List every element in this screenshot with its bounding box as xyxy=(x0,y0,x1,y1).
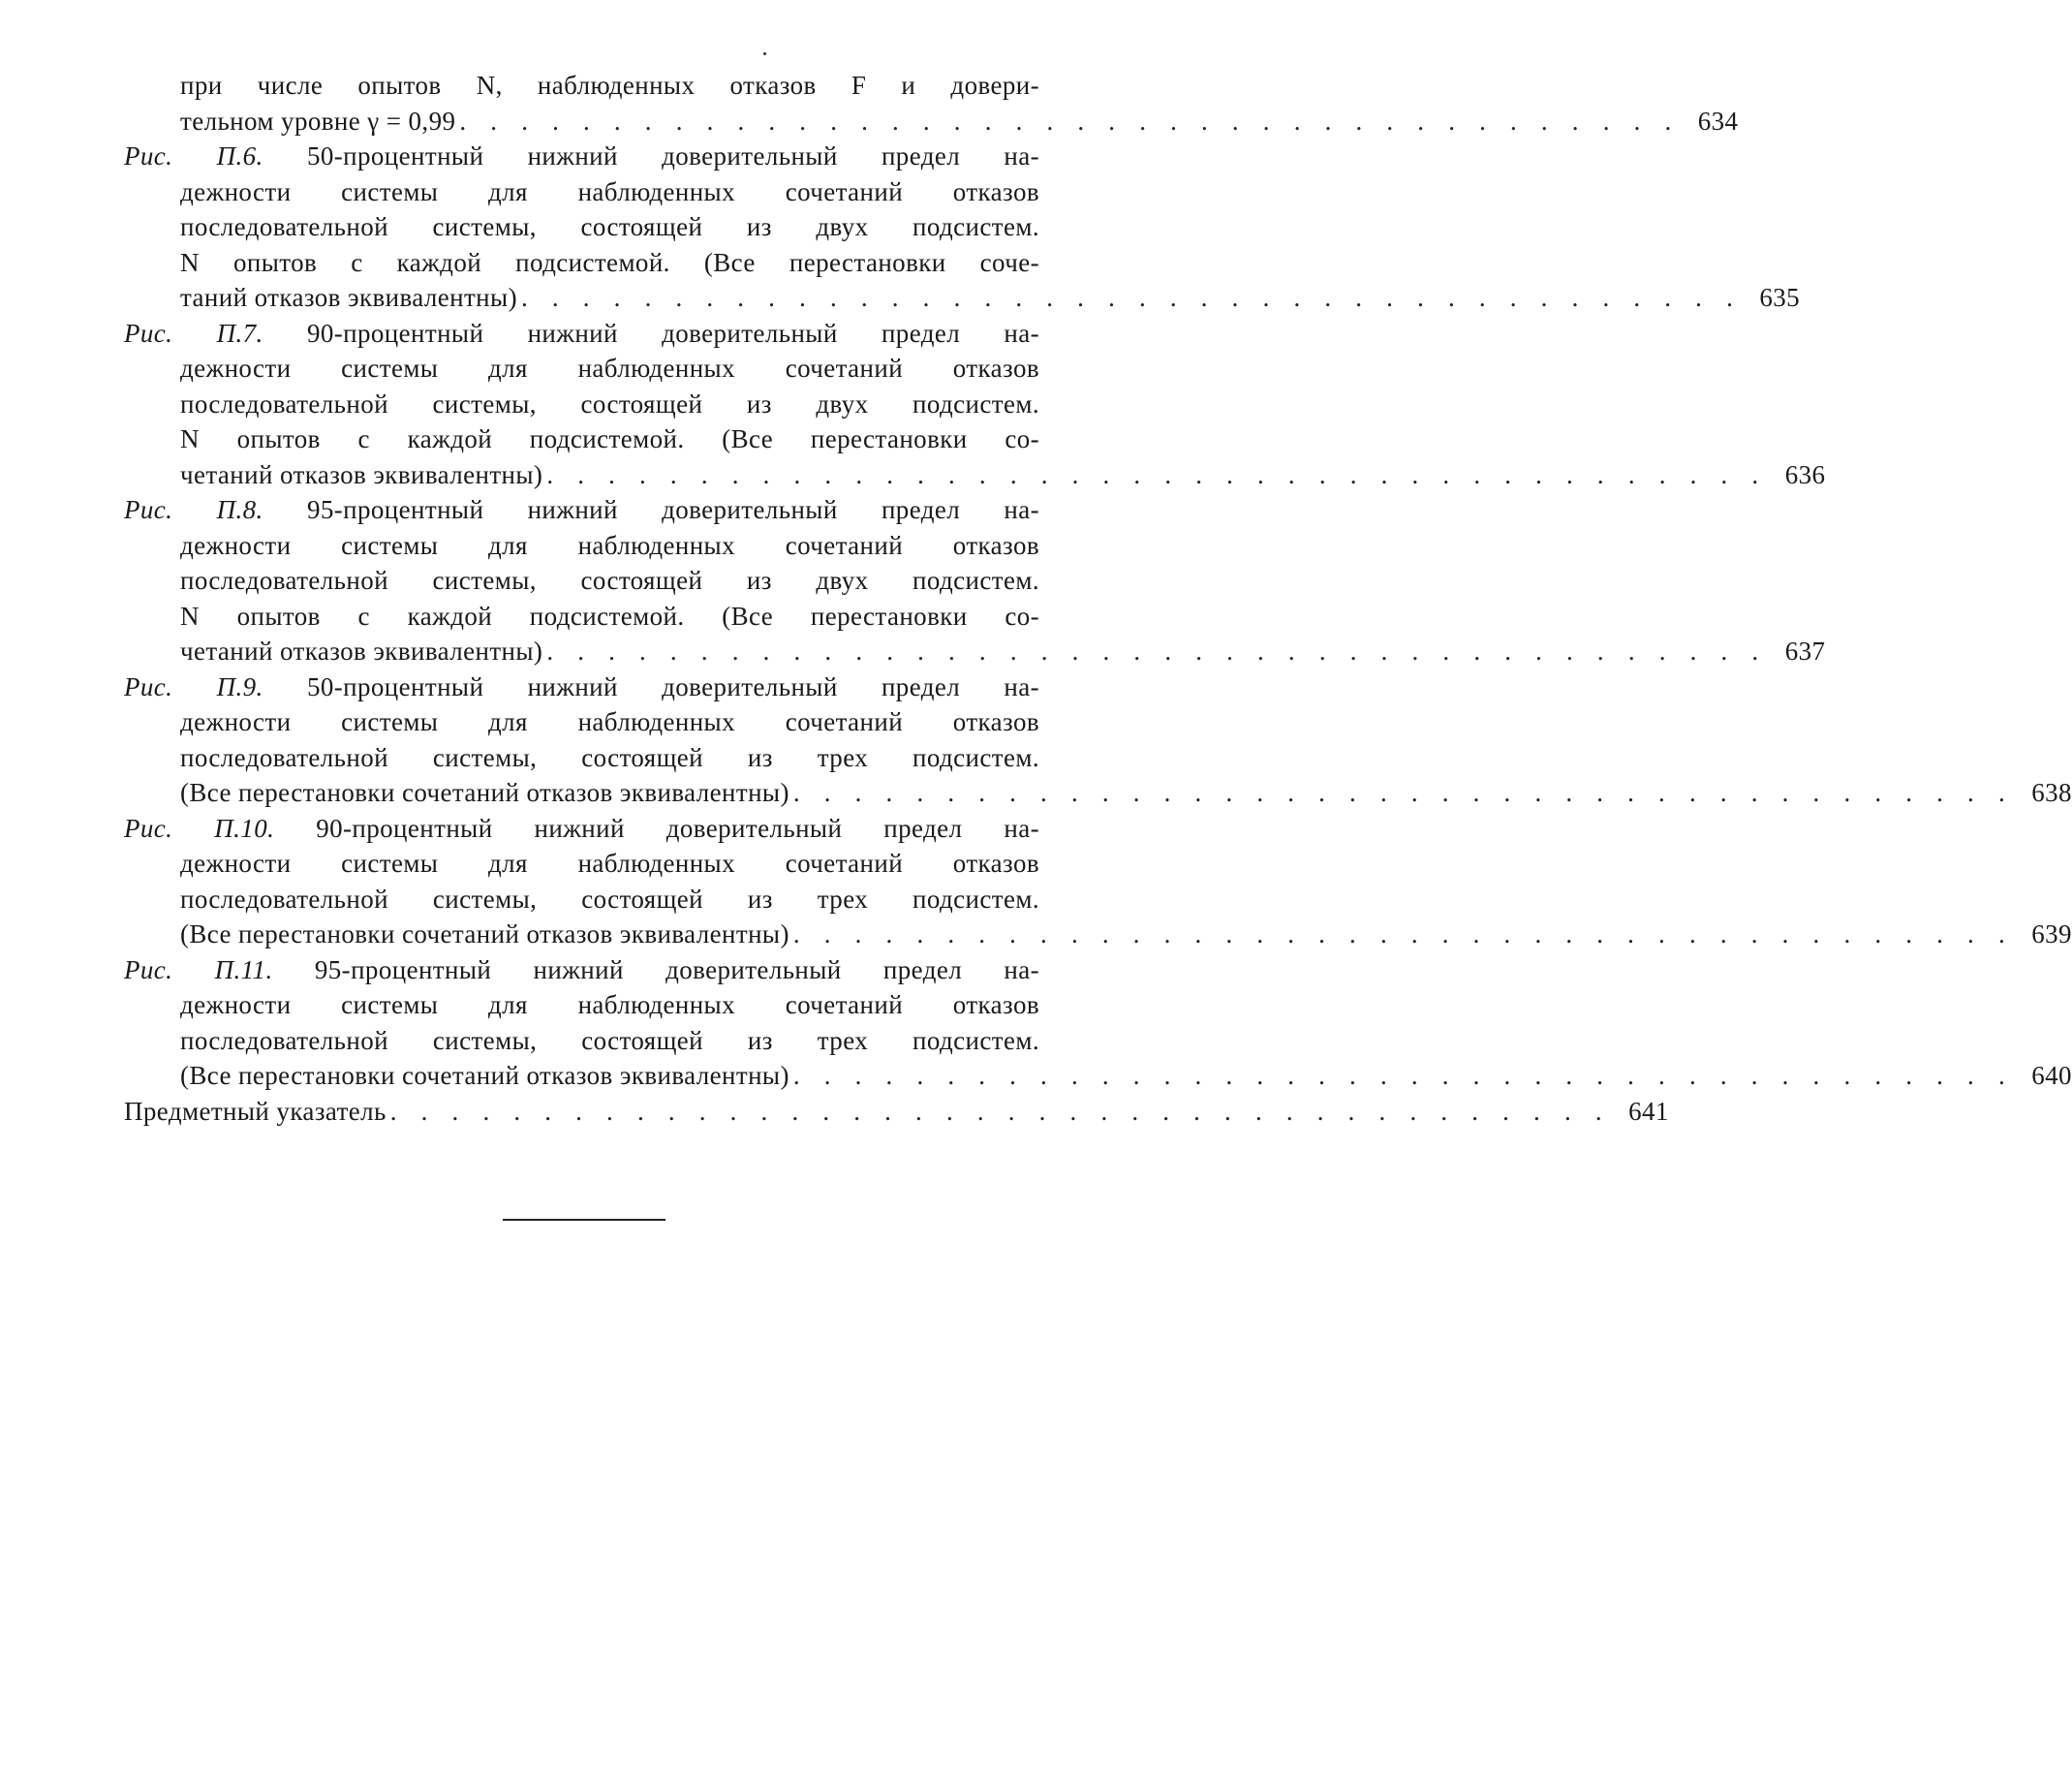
entry-text-line: N опытов с каждой подсистемой. (Все перестановки соче- xyxy=(180,247,1039,277)
entry-text-line: 95-процентный нижний доверительный предел на- xyxy=(314,954,1039,984)
toc-entry-fig-p6 xyxy=(124,139,1801,316)
entry-text-line: последовательной системы, состоящей из трех подсистем. xyxy=(180,1025,1039,1055)
toc-entry-continuation xyxy=(124,68,1739,139)
page-number: 634 xyxy=(1697,106,1739,136)
entry-last-line: четаний отказов эквивалентны) xyxy=(180,459,543,489)
toc-entry-fig-p8 xyxy=(124,492,1826,669)
figure-label: Рис. П.7. xyxy=(124,318,263,348)
figure-label: Рис. П.8. xyxy=(124,495,263,524)
entry-text-line: 50-процентный нижний доверительный предел на- xyxy=(306,141,1039,171)
entry-text-line: дежности системы для наблюденных сочетаний отказов xyxy=(180,990,1039,1019)
toc-entry-fig-p10 xyxy=(124,811,2072,952)
dot-leader: . . . . . . . . . . . . . . . . . . . . . . . . . . . . . . . . . . . . . . . . xyxy=(459,106,1681,136)
entry-text-line: дежности системы для наблюденных сочетаний отказов xyxy=(180,176,1039,206)
entry-last-line: таний отказов эквивалентны) xyxy=(180,283,517,312)
entry-text-line: последовательной системы, состоящей из двух подсистем. xyxy=(180,212,1039,241)
dot-leader: . . . . . . . . . . . . . . . . . . . . . . . . . . . . . . . . . . . . . . . . xyxy=(389,1096,1611,1126)
entry-text-line: при числе опытов N, наблюденных отказов F и довери- xyxy=(180,71,1039,100)
entry-last-line: (Все перестановки сочетаний отказов эквивалентны) xyxy=(180,919,789,949)
index-label: Предметный указатель xyxy=(124,1096,387,1126)
entry-text-line: N опытов с каждой подсистемой. (Все перестановки со- xyxy=(180,424,1039,453)
page-number: 639 xyxy=(2031,919,2072,949)
entry-text-line: дежности системы для наблюденных сочетаний отказов xyxy=(180,354,1039,383)
dot-leader: . . . . . . . . . . . . . . . . . . . . . . . . . . . . . . . . . . . . . . . . xyxy=(792,1061,2014,1090)
dot-leader: . . . . . . . . . . . . . . . . . . . . . . . . . . . . . . . . . . . . . . . . xyxy=(546,637,1768,666)
page-number: 636 xyxy=(1784,459,1826,489)
figure-label: Рис. П.10. xyxy=(124,813,275,843)
toc-entry-fig-p11 xyxy=(124,952,2072,1094)
entry-text-line: последовательной системы, состоящей из трех подсистем. xyxy=(180,884,1039,914)
toc-entry-subject-index xyxy=(124,1094,1669,1130)
table-of-contents xyxy=(124,68,2072,1129)
entry-text-line: последовательной системы, состоящей из двух подсистем. xyxy=(180,566,1039,595)
page-number: 640 xyxy=(2031,1061,2072,1090)
toc-entry-fig-p7 xyxy=(124,316,1826,493)
entry-text-line: 90-процентный нижний доверительный предел на- xyxy=(306,318,1039,348)
page-number: 641 xyxy=(1628,1096,1669,1126)
figure-label: Рис. П.9. xyxy=(124,671,263,701)
page-number: 637 xyxy=(1784,637,1826,666)
entry-text-line: 50-процентный нижний доверительный предел на- xyxy=(306,671,1039,701)
end-rule xyxy=(503,1219,665,1221)
entry-last-line: (Все перестановки сочетаний отказов эквивалентны) xyxy=(180,1061,789,1090)
dot-leader: . . . . . . . . . . . . . . . . . . . . . . . . . . . . . . . . . . . . . . . . xyxy=(546,459,1768,489)
entry-text-line: дежности системы для наблюденных сочетаний отказов xyxy=(180,707,1039,736)
figure-label: Рис. П.11. xyxy=(124,954,273,984)
entry-text-line: дежности системы для наблюденных сочетаний отказов xyxy=(180,849,1039,878)
entry-text-line: N опытов с каждой подсистемой. (Все перестановки со- xyxy=(180,601,1039,631)
entry-last-line: (Все перестановки сочетаний отказов эквивалентны) xyxy=(180,778,789,807)
dot-leader: . . . . . . . . . . . . . . . . . . . . . . . . . . . . . . . . . . . . . . . . xyxy=(792,919,2014,949)
entry-last-line: четаний отказов эквивалентны) xyxy=(180,637,543,666)
entry-text-line: последовательной системы, состоящей из двух подсистем. xyxy=(180,389,1039,419)
entry-text-line: 95-процентный нижний доверительный предел на- xyxy=(306,495,1039,524)
page-number: 638 xyxy=(2031,778,2072,807)
dot-leader: . . . . . . . . . . . . . . . . . . . . . . . . . . . . . . . . . . . . . . . . xyxy=(792,778,2014,807)
entry-text-line: последовательной системы, состоящей из трех подсистем. xyxy=(180,742,1039,772)
dot-leader: . . . . . . . . . . . . . . . . . . . . . . . . . . . . . . . . . . . . . . . . xyxy=(520,283,1743,312)
print-speck xyxy=(763,52,766,55)
entry-text-line: 90-процентный нижний доверительный предел на- xyxy=(316,813,1039,843)
page-number: 635 xyxy=(1759,283,1801,312)
figure-label: Рис. П.6. xyxy=(124,141,263,171)
entry-text-line: дежности системы для наблюденных сочетаний отказов xyxy=(180,530,1039,560)
toc-entry-fig-p9 xyxy=(124,669,2072,811)
entry-last-line: тельном уровне γ = 0,99 xyxy=(180,106,456,136)
